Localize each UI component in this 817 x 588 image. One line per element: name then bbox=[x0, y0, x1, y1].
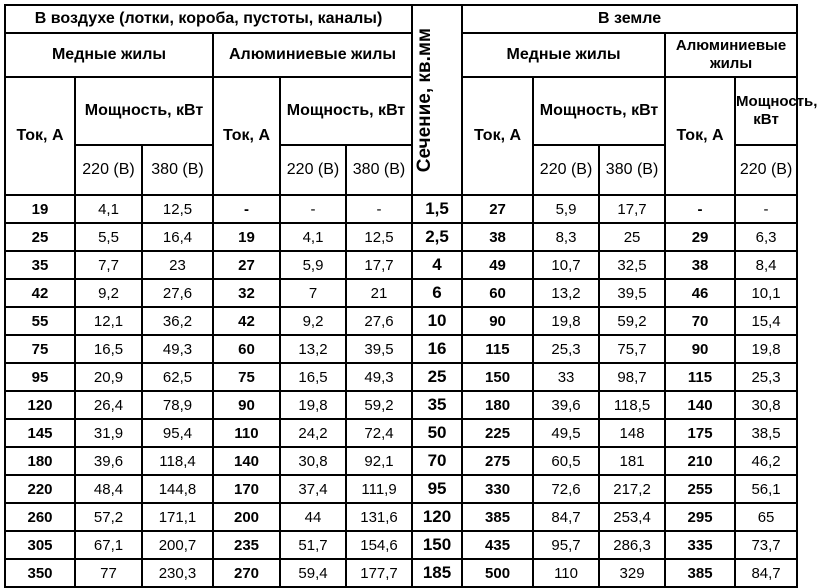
cell-gr-al-220: 8,4 bbox=[735, 251, 797, 279]
cell-air-al-380: 131,6 bbox=[346, 503, 412, 531]
cell-gr-cu-220: 84,7 bbox=[533, 503, 599, 531]
cell-air-al-i: 27 bbox=[213, 251, 280, 279]
cell-air-al-i: 270 bbox=[213, 559, 280, 587]
ground-aluminum-power-header: Мощность, кВт bbox=[735, 77, 797, 145]
table-row bbox=[5, 419, 797, 447]
cell-air-al-380: 21 bbox=[346, 279, 412, 307]
cell-air-cu-220: 16,5 bbox=[75, 335, 142, 363]
cell-gr-al-220: 15,4 bbox=[735, 307, 797, 335]
cell-gr-al-220: 46,2 bbox=[735, 447, 797, 475]
cell-gr-al-i: - bbox=[665, 195, 735, 223]
cell-air-al-220: 19,8 bbox=[280, 391, 346, 419]
cell-gr-cu-220: 25,3 bbox=[533, 335, 599, 363]
cell-gr-al-i: 255 bbox=[665, 475, 735, 503]
table-row bbox=[5, 447, 797, 475]
cell-gr-al-220: 73,7 bbox=[735, 531, 797, 559]
cell-gr-al-i: 46 bbox=[665, 279, 735, 307]
table-row bbox=[5, 251, 797, 279]
cell-gr-al-i: 295 bbox=[665, 503, 735, 531]
cell-gr-cu-i: 150 bbox=[462, 363, 533, 391]
cell-air-al-220: 37,4 bbox=[280, 475, 346, 503]
cell-air-cu-i: 19 bbox=[5, 195, 75, 223]
cell-gr-cu-380: 286,3 bbox=[599, 531, 665, 559]
cell-gr-al-i: 335 bbox=[665, 531, 735, 559]
cell-gr-cu-380: 17,7 bbox=[599, 195, 665, 223]
cell-air-al-220: 4,1 bbox=[280, 223, 346, 251]
ground-copper-header: Медные жилы bbox=[462, 33, 665, 77]
cell-air-cu-220: 7,7 bbox=[75, 251, 142, 279]
cell-air-cu-i: 35 bbox=[5, 251, 75, 279]
cell-air-al-380: 59,2 bbox=[346, 391, 412, 419]
cell-air-cu-380: 62,5 bbox=[142, 363, 213, 391]
table-row bbox=[5, 363, 797, 391]
cell-gr-cu-i: 435 bbox=[462, 531, 533, 559]
cell-air-al-380: 72,4 bbox=[346, 419, 412, 447]
cell-air-al-220: 5,9 bbox=[280, 251, 346, 279]
cell-air-cu-i: 25 bbox=[5, 223, 75, 251]
cell-air-cu-380: 95,4 bbox=[142, 419, 213, 447]
cell-air-cu-i: 75 bbox=[5, 335, 75, 363]
cell-gr-cu-380: 32,5 bbox=[599, 251, 665, 279]
cell-air-cu-380: 12,5 bbox=[142, 195, 213, 223]
cell-section: 16 bbox=[412, 335, 462, 363]
cell-air-al-380: 39,5 bbox=[346, 335, 412, 363]
cell-gr-cu-i: 180 bbox=[462, 391, 533, 419]
cell-gr-cu-220: 49,5 bbox=[533, 419, 599, 447]
cell-air-cu-i: 145 bbox=[5, 419, 75, 447]
ground-aluminum-current-header: Ток, А bbox=[665, 77, 735, 195]
air-aluminum-power-header: Мощность, кВт bbox=[280, 77, 412, 145]
cell-gr-cu-380: 181 bbox=[599, 447, 665, 475]
cell-air-cu-380: 200,7 bbox=[142, 531, 213, 559]
cell-air-al-i: 200 bbox=[213, 503, 280, 531]
cell-gr-cu-220: 110 bbox=[533, 559, 599, 587]
cell-air-al-i: 90 bbox=[213, 391, 280, 419]
cell-gr-al-i: 29 bbox=[665, 223, 735, 251]
cell-air-al-220: - bbox=[280, 195, 346, 223]
cell-air-al-i: 42 bbox=[213, 307, 280, 335]
cell-air-cu-i: 120 bbox=[5, 391, 75, 419]
air-aluminum-220-header: 220 (В) bbox=[280, 145, 346, 195]
cell-air-cu-220: 12,1 bbox=[75, 307, 142, 335]
cell-gr-cu-380: 25 bbox=[599, 223, 665, 251]
cell-air-al-i: 110 bbox=[213, 419, 280, 447]
cell-air-cu-220: 77 bbox=[75, 559, 142, 587]
cell-gr-cu-380: 253,4 bbox=[599, 503, 665, 531]
air-aluminum-current-header: Ток, А bbox=[213, 77, 280, 195]
cell-gr-cu-380: 329 bbox=[599, 559, 665, 587]
cell-gr-al-i: 140 bbox=[665, 391, 735, 419]
cell-gr-al-i: 38 bbox=[665, 251, 735, 279]
cell-section: 95 bbox=[412, 475, 462, 503]
air-copper-header: Медные жилы bbox=[5, 33, 213, 77]
cell-gr-cu-i: 90 bbox=[462, 307, 533, 335]
cell-gr-cu-220: 19,8 bbox=[533, 307, 599, 335]
table-row bbox=[5, 195, 797, 223]
cell-air-al-i: 19 bbox=[213, 223, 280, 251]
cell-air-al-380: 17,7 bbox=[346, 251, 412, 279]
cell-gr-al-220: 38,5 bbox=[735, 419, 797, 447]
cell-section: 6 bbox=[412, 279, 462, 307]
cell-air-al-220: 30,8 bbox=[280, 447, 346, 475]
cell-air-al-380: 49,3 bbox=[346, 363, 412, 391]
cell-gr-cu-i: 49 bbox=[462, 251, 533, 279]
table-row bbox=[5, 531, 797, 559]
air-aluminum-header: Алюминиевые жилы bbox=[213, 33, 412, 77]
cell-gr-al-220: 65 bbox=[735, 503, 797, 531]
cell-gr-al-220: 25,3 bbox=[735, 363, 797, 391]
cell-section: 10 bbox=[412, 307, 462, 335]
cell-air-al-i: 75 bbox=[213, 363, 280, 391]
table-row bbox=[5, 475, 797, 503]
table-row bbox=[5, 559, 797, 587]
cell-air-cu-380: 23 bbox=[142, 251, 213, 279]
table-row bbox=[5, 279, 797, 307]
cell-air-al-i: - bbox=[213, 195, 280, 223]
cell-section: 185 bbox=[412, 559, 462, 587]
cell-air-al-i: 235 bbox=[213, 531, 280, 559]
cell-gr-al-220: 30,8 bbox=[735, 391, 797, 419]
cell-gr-al-i: 175 bbox=[665, 419, 735, 447]
cell-air-al-380: 27,6 bbox=[346, 307, 412, 335]
cell-gr-al-220: 10,1 bbox=[735, 279, 797, 307]
cell-gr-cu-i: 225 bbox=[462, 419, 533, 447]
cell-air-cu-380: 144,8 bbox=[142, 475, 213, 503]
cell-air-al-380: 111,9 bbox=[346, 475, 412, 503]
cell-air-al-380: 92,1 bbox=[346, 447, 412, 475]
cell-air-cu-220: 9,2 bbox=[75, 279, 142, 307]
cell-air-al-220: 44 bbox=[280, 503, 346, 531]
cell-gr-cu-220: 5,9 bbox=[533, 195, 599, 223]
cell-section: 25 bbox=[412, 363, 462, 391]
cell-gr-cu-220: 72,6 bbox=[533, 475, 599, 503]
cell-gr-cu-220: 13,2 bbox=[533, 279, 599, 307]
cell-section: 70 bbox=[412, 447, 462, 475]
cell-air-cu-220: 31,9 bbox=[75, 419, 142, 447]
cell-air-cu-220: 57,2 bbox=[75, 503, 142, 531]
cell-air-cu-i: 42 bbox=[5, 279, 75, 307]
cell-gr-al-i: 210 bbox=[665, 447, 735, 475]
cell-gr-al-220: 84,7 bbox=[735, 559, 797, 587]
section-column-label: Сечение, кв.мм bbox=[414, 27, 436, 173]
air-copper-380-header: 380 (В) bbox=[142, 145, 213, 195]
table-row bbox=[5, 503, 797, 531]
table-row bbox=[5, 391, 797, 419]
cell-gr-cu-380: 148 bbox=[599, 419, 665, 447]
cell-air-al-380: 12,5 bbox=[346, 223, 412, 251]
cell-air-al-220: 7 bbox=[280, 279, 346, 307]
cell-air-cu-220: 39,6 bbox=[75, 447, 142, 475]
cell-gr-cu-i: 275 bbox=[462, 447, 533, 475]
cell-gr-al-220: - bbox=[735, 195, 797, 223]
air-copper-current-header: Ток, А bbox=[5, 77, 75, 195]
cell-air-cu-380: 49,3 bbox=[142, 335, 213, 363]
cell-air-al-220: 24,2 bbox=[280, 419, 346, 447]
cell-gr-cu-220: 95,7 bbox=[533, 531, 599, 559]
cell-air-al-220: 59,4 bbox=[280, 559, 346, 587]
cell-air-al-380: 154,6 bbox=[346, 531, 412, 559]
ground-copper-power-header: Мощность, кВт bbox=[533, 77, 665, 145]
cell-air-cu-i: 305 bbox=[5, 531, 75, 559]
cell-gr-cu-i: 385 bbox=[462, 503, 533, 531]
air-section-header: В воздухе (лотки, короба, пустоты, каналы) bbox=[5, 5, 412, 33]
cell-air-al-i: 140 bbox=[213, 447, 280, 475]
cell-air-cu-220: 48,4 bbox=[75, 475, 142, 503]
cell-gr-cu-220: 39,6 bbox=[533, 391, 599, 419]
cell-air-cu-220: 20,9 bbox=[75, 363, 142, 391]
cable-table-container bbox=[4, 4, 817, 582]
cell-air-cu-220: 26,4 bbox=[75, 391, 142, 419]
cell-section: 50 bbox=[412, 419, 462, 447]
cell-air-cu-380: 118,4 bbox=[142, 447, 213, 475]
cell-gr-cu-i: 38 bbox=[462, 223, 533, 251]
cell-gr-cu-220: 8,3 bbox=[533, 223, 599, 251]
cell-section: 1,5 bbox=[412, 195, 462, 223]
air-aluminum-380-header: 380 (В) bbox=[346, 145, 412, 195]
cell-gr-cu-i: 330 bbox=[462, 475, 533, 503]
cell-section: 120 bbox=[412, 503, 462, 531]
cell-air-al-220: 13,2 bbox=[280, 335, 346, 363]
ground-aluminum-header: Алюминиевые жилы bbox=[665, 33, 797, 77]
cell-gr-al-i: 115 bbox=[665, 363, 735, 391]
cell-air-cu-220: 5,5 bbox=[75, 223, 142, 251]
cell-air-al-380: 177,7 bbox=[346, 559, 412, 587]
cell-air-al-380: - bbox=[346, 195, 412, 223]
ground-copper-380-header: 380 (В) bbox=[599, 145, 665, 195]
air-copper-220-header: 220 (В) bbox=[75, 145, 142, 195]
ground-aluminum-220-header: 220 (В) bbox=[735, 145, 797, 195]
cell-air-al-220: 9,2 bbox=[280, 307, 346, 335]
table-row bbox=[5, 223, 797, 251]
cell-gr-cu-i: 60 bbox=[462, 279, 533, 307]
ground-copper-current-header: Ток, А bbox=[462, 77, 533, 195]
cell-gr-cu-380: 118,5 bbox=[599, 391, 665, 419]
ground-section-header: В земле bbox=[462, 5, 797, 33]
cell-gr-al-220: 56,1 bbox=[735, 475, 797, 503]
cell-gr-cu-220: 10,7 bbox=[533, 251, 599, 279]
cell-air-cu-i: 180 bbox=[5, 447, 75, 475]
cell-air-cu-220: 4,1 bbox=[75, 195, 142, 223]
cell-gr-cu-380: 59,2 bbox=[599, 307, 665, 335]
cell-air-cu-i: 95 bbox=[5, 363, 75, 391]
table-row bbox=[5, 307, 797, 335]
cell-air-al-i: 32 bbox=[213, 279, 280, 307]
cell-gr-al-220: 6,3 bbox=[735, 223, 797, 251]
section-column-header bbox=[412, 5, 462, 195]
cell-air-cu-380: 16,4 bbox=[142, 223, 213, 251]
ground-copper-220-header: 220 (В) bbox=[533, 145, 599, 195]
cell-air-cu-i: 55 bbox=[5, 307, 75, 335]
cell-air-cu-380: 36,2 bbox=[142, 307, 213, 335]
table-body bbox=[5, 195, 797, 587]
cell-air-cu-380: 230,3 bbox=[142, 559, 213, 587]
air-copper-power-header: Мощность, кВт bbox=[75, 77, 213, 145]
cell-gr-cu-i: 500 bbox=[462, 559, 533, 587]
cell-gr-cu-380: 75,7 bbox=[599, 335, 665, 363]
cell-air-al-220: 51,7 bbox=[280, 531, 346, 559]
cell-gr-cu-220: 60,5 bbox=[533, 447, 599, 475]
cell-air-cu-i: 350 bbox=[5, 559, 75, 587]
cell-air-cu-380: 78,9 bbox=[142, 391, 213, 419]
cell-gr-al-220: 19,8 bbox=[735, 335, 797, 363]
cell-air-cu-i: 260 bbox=[5, 503, 75, 531]
cell-gr-cu-380: 98,7 bbox=[599, 363, 665, 391]
cell-air-al-i: 170 bbox=[213, 475, 280, 503]
cell-gr-cu-i: 27 bbox=[462, 195, 533, 223]
cell-section: 4 bbox=[412, 251, 462, 279]
cell-gr-cu-i: 115 bbox=[462, 335, 533, 363]
cell-air-cu-380: 27,6 bbox=[142, 279, 213, 307]
cell-section: 2,5 bbox=[412, 223, 462, 251]
cell-air-al-i: 60 bbox=[213, 335, 280, 363]
cell-air-cu-i: 220 bbox=[5, 475, 75, 503]
cable-capacity-table bbox=[4, 4, 817, 588]
cell-gr-cu-220: 33 bbox=[533, 363, 599, 391]
cell-air-al-220: 16,5 bbox=[280, 363, 346, 391]
cell-air-cu-220: 67,1 bbox=[75, 531, 142, 559]
cell-gr-al-i: 385 bbox=[665, 559, 735, 587]
table-row bbox=[5, 335, 797, 363]
cell-gr-cu-380: 39,5 bbox=[599, 279, 665, 307]
cell-section: 150 bbox=[412, 531, 462, 559]
cell-section: 35 bbox=[412, 391, 462, 419]
cell-gr-cu-380: 217,2 bbox=[599, 475, 665, 503]
cell-air-cu-380: 171,1 bbox=[142, 503, 213, 531]
cell-gr-al-i: 90 bbox=[665, 335, 735, 363]
cell-gr-al-i: 70 bbox=[665, 307, 735, 335]
